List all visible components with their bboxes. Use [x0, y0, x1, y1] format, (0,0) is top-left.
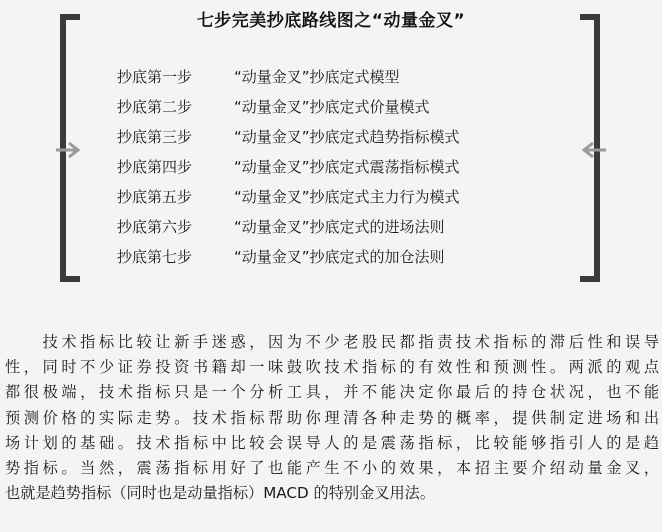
step-label: 抄底第一步 — [117, 68, 193, 86]
step-desc: “动量金叉”抄底定式模型 — [234, 68, 400, 86]
right-arrow-icon — [54, 140, 82, 160]
step-desc: “动量金叉”抄底定式的加仓法则 — [234, 248, 445, 266]
paragraph-line: 都很极端，技术指标只是一个分析工具，并不能决定你最后的持仓状况，也不能 — [5, 383, 659, 402]
step-row — [117, 92, 557, 122]
paragraph-line: 势指标。当然，震荡指标用好了也能产生不小的效果，本招主要介绍动量金叉， — [5, 458, 659, 477]
step-row — [117, 212, 557, 242]
step-label: 抄底第二步 — [117, 98, 193, 116]
step-label: 抄底第七步 — [117, 248, 193, 266]
step-label: 抄底第三步 — [117, 128, 193, 146]
paragraph-line: 技术指标比较让新手迷惑，因为不少老股民都指责技术指标的滞后性和误导 — [5, 333, 659, 351]
step-row — [117, 152, 557, 182]
step-desc: “动量金叉”抄底定式价量模式 — [234, 98, 430, 116]
page-title: 七步完美抄底路线图之“动量金叉” — [196, 11, 466, 31]
step-row — [117, 182, 557, 212]
step-desc: “动量金叉”抄底定式的进场法则 — [234, 218, 445, 236]
step-row — [117, 122, 557, 152]
step-desc: “动量金叉”抄底定式主力行为模式 — [234, 188, 460, 206]
paragraph-line: 预测价格的实际走势。技术指标帮助你理清各种走势的概率，提供制定进场和出 — [5, 408, 659, 427]
step-desc: “动量金叉”抄底定式震荡指标模式 — [234, 158, 460, 176]
paragraph-line: 场计划的基础。技术指标中比较会误导人的是震荡指标，比较能够指引人的是趋 — [5, 433, 659, 452]
step-row — [117, 62, 557, 92]
step-label: 抄底第五步 — [117, 188, 193, 206]
body-paragraph — [5, 330, 659, 506]
step-label: 抄底第四步 — [117, 158, 193, 176]
paragraph-line: 性，同时不少证券投资书籍却一味鼓吹技术指标的有效性和预测性。两派的观点 — [5, 358, 659, 377]
paragraph-line: 也就是趋势指标（同时也是动量指标）MACD 的特别金叉用法。 — [5, 484, 436, 503]
steps-list — [117, 62, 557, 272]
step-row — [117, 242, 557, 272]
step-desc: “动量金叉”抄底定式趋势指标模式 — [234, 128, 460, 146]
step-label: 抄底第六步 — [117, 218, 193, 236]
left-arrow-icon — [580, 140, 608, 160]
